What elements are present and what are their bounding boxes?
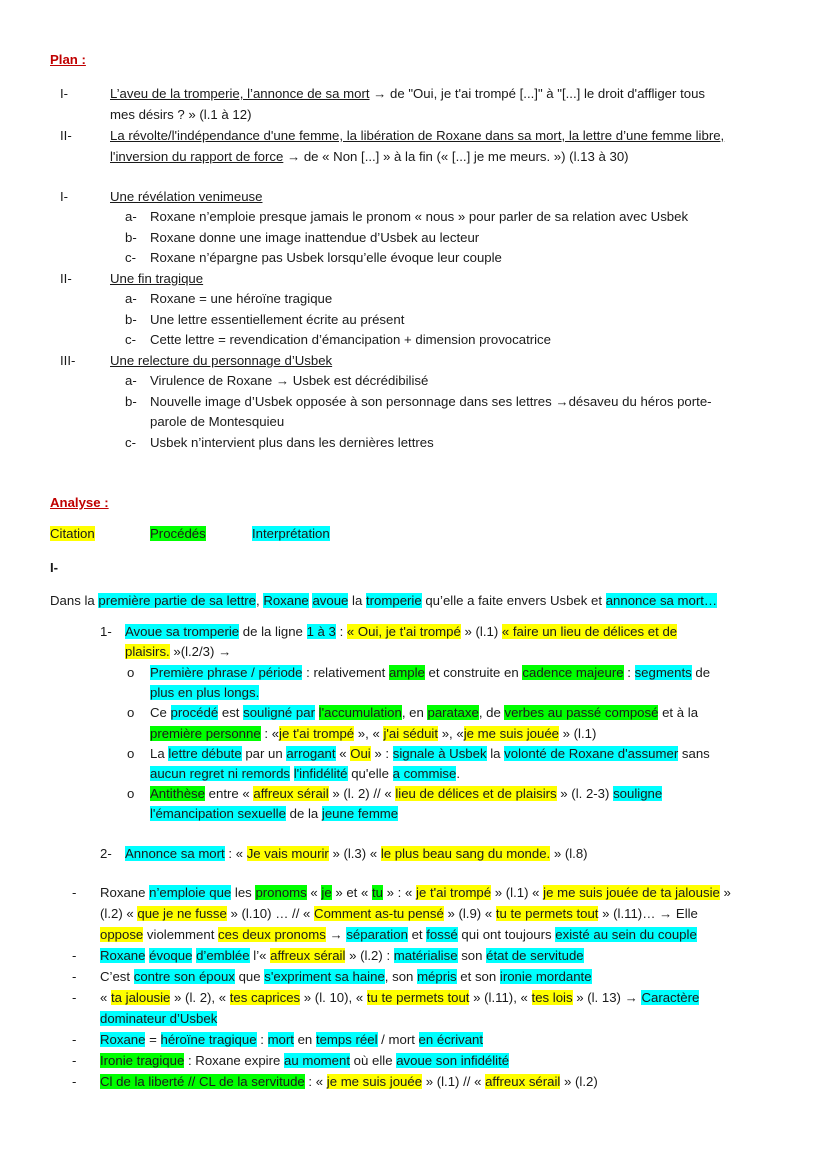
text-segment: : « xyxy=(224,846,247,861)
plan-overview-line xyxy=(110,127,724,145)
plan-item-letter: b- xyxy=(125,393,137,409)
text-segment: où elle xyxy=(350,1053,397,1068)
dash-glyph: - xyxy=(72,1053,77,1068)
text-segment: » (l.1) « xyxy=(491,885,544,900)
text-segment: → de "Oui, je t'ai trompé [...]" à "[...] le droit d'affliger tous xyxy=(369,86,705,101)
plan-overview-number: I- xyxy=(60,86,69,101)
text-segment: et construite en xyxy=(424,665,523,680)
text-segment: et son xyxy=(456,969,500,984)
text-segment: la xyxy=(348,593,366,608)
text-segment: n’emploie que xyxy=(149,885,232,900)
text-segment: de xyxy=(691,665,711,680)
text-segment: mes désirs ? » (l.1 à 12) xyxy=(110,107,252,122)
text-segment: affreux sérail xyxy=(253,786,329,802)
text-segment: en écrivant xyxy=(418,1032,484,1047)
plan-item-letter: c- xyxy=(125,434,136,450)
text-segment: , en xyxy=(401,705,428,721)
text-segment: : « xyxy=(260,725,280,741)
text-segment: je t'ai trompé xyxy=(416,885,492,900)
text-segment: d’emblée xyxy=(196,948,250,963)
text-segment: ample xyxy=(388,665,425,680)
dash-glyph: - xyxy=(72,885,77,900)
plan-item-text: Nouvelle image d’Usbek opposée à son personnage dans ses lettres →désaveu du héros porte- xyxy=(150,393,712,409)
text-segment: Avoue sa tromperie xyxy=(125,624,240,639)
text-segment: : « xyxy=(304,1074,327,1089)
text-segment: première personne xyxy=(150,725,261,741)
text-segment: ironie mordante xyxy=(499,969,592,984)
text-segment: Cl de la liberté xyxy=(100,1074,185,1089)
plan-part-title: Une relecture du personnage d’Usbek xyxy=(110,353,333,368)
plan-item-text: Roxane n’emploie presque jamais le pronom « nous » pour parler de sa relation avec Usbek xyxy=(150,209,689,224)
plan-item-text: Usbek n’intervient plus dans les dernières lettres xyxy=(150,434,434,450)
dash-line xyxy=(100,926,697,944)
analyse-title: Analyse : xyxy=(50,495,109,510)
text-segment: tes caprices xyxy=(229,990,301,1005)
text-segment: Roxane xyxy=(100,948,146,963)
text-segment: je me suis jouée xyxy=(326,1074,423,1089)
text-segment: son xyxy=(457,948,487,963)
text-segment: l'inversion du rapport de force xyxy=(110,149,284,164)
text-segment: avoue xyxy=(312,593,349,608)
legend xyxy=(50,525,95,543)
point-number: 2- xyxy=(100,846,112,861)
bullet-line xyxy=(150,785,662,803)
text-segment: » (l.3) « xyxy=(328,846,381,861)
plan-item-letter: b- xyxy=(125,311,137,327)
bullet-line xyxy=(150,765,460,783)
plan-part-title: Une révélation venimeuse xyxy=(110,189,263,204)
text-segment: » (l.1) // « xyxy=(422,1074,486,1089)
text-segment: je xyxy=(321,885,332,900)
text-segment: La xyxy=(150,745,169,761)
text-segment: mort xyxy=(267,1032,294,1047)
bullet-glyph: o xyxy=(127,786,135,802)
text-segment: l’« xyxy=(249,948,271,963)
text-segment: : Roxane expire xyxy=(184,1053,285,1068)
text-segment: » (l. 13) → xyxy=(572,990,642,1005)
plan-overview-line xyxy=(110,85,705,103)
text-segment: affreux sérail xyxy=(270,948,346,963)
text-segment: les xyxy=(231,885,256,900)
legend-citation: Citation xyxy=(50,526,95,541)
text-segment: » (l.10) … // « xyxy=(226,906,315,921)
text-segment: « xyxy=(335,745,351,761)
text-segment: CL de la servitude xyxy=(198,1074,305,1089)
text-segment: » (l.1) xyxy=(460,624,502,639)
text-segment: tes lois xyxy=(531,990,573,1005)
text-segment: « faire un lieu de délices et de xyxy=(501,624,678,639)
text-segment: contre son époux xyxy=(133,969,235,984)
text-segment: Roxane xyxy=(100,885,150,900)
text-segment: , xyxy=(255,593,264,608)
plan-overview-line xyxy=(110,148,629,166)
text-segment: l'émancipation sexuelle xyxy=(150,806,286,822)
text-segment: ces deux pronoms xyxy=(218,927,326,942)
text-segment: affreux sérail xyxy=(485,1074,561,1089)
text-segment: verbes au passé composé xyxy=(504,705,659,721)
text-segment: j'ai séduit xyxy=(383,725,439,741)
plan-item-text: Virulence de Roxane → Usbek est décrédibilisé xyxy=(150,373,429,388)
text-segment: Je vais mourir xyxy=(246,846,329,861)
text-segment: cadence majeure xyxy=(522,665,624,680)
text-segment: . xyxy=(456,766,461,781)
text-segment: « xyxy=(306,885,322,900)
text-segment: » (l.11), « xyxy=(469,990,532,1005)
dash-line xyxy=(100,968,592,986)
text-segment: lettre débute xyxy=(168,745,242,761)
text-segment: et xyxy=(407,927,427,942)
text-segment: de la ligne xyxy=(239,624,307,639)
text-segment: La révolte/l'indépendance d'une femme, la libération de Roxane dans sa mort, la lettre d’une femme libre, xyxy=(110,128,725,143)
plan-item-text: Roxane donne une image inattendue d’Usbek au lecteur xyxy=(150,229,480,245)
text-segment: » (l. 2-3) xyxy=(556,786,614,802)
text-segment: l'infidélité xyxy=(293,766,348,781)
text-segment: par un xyxy=(241,745,287,761)
text-segment: souligné par xyxy=(243,705,315,721)
bullet-glyph: o xyxy=(127,745,135,761)
text-segment: lieu de délices et de plaisirs xyxy=(395,786,557,802)
text-segment: sans xyxy=(678,745,710,761)
text-segment: volonté de Roxane d'assumer xyxy=(504,745,679,761)
dash-line xyxy=(100,1031,483,1049)
plan-item-text: parole de Montesquieu xyxy=(150,414,285,429)
text-segment: / mort xyxy=(377,1032,419,1047)
text-segment: état de servitude xyxy=(486,948,584,963)
dash-glyph: - xyxy=(72,990,77,1005)
text-segment: = xyxy=(145,1032,161,1047)
dash-line xyxy=(100,1010,217,1028)
text-segment: → xyxy=(325,927,347,942)
text-segment: » : xyxy=(370,745,393,761)
text-segment: Roxane xyxy=(263,593,309,608)
plan-part-number: III- xyxy=(60,353,76,368)
text-segment: fossé xyxy=(426,927,458,942)
text-segment: : xyxy=(623,665,635,680)
bullet-line xyxy=(150,684,259,702)
dash-glyph: - xyxy=(72,1032,77,1047)
text-segment: C’est xyxy=(100,969,134,984)
text-segment: souligne xyxy=(613,786,663,802)
bullet-line xyxy=(150,745,710,763)
text-segment: que xyxy=(234,969,265,984)
plan-item-letter: b- xyxy=(125,229,137,245)
text-segment: tu te permets tout xyxy=(366,990,470,1005)
bullet-line xyxy=(150,704,698,722)
text-segment: matérialise xyxy=(393,948,458,963)
plan-part-title: Une fin tragique xyxy=(110,271,204,286)
legend-procedes: Procédés xyxy=(150,526,206,541)
legend-procedes-wrap xyxy=(150,525,206,543)
plan-item-letter: a- xyxy=(125,209,137,224)
dash-glyph: - xyxy=(72,948,77,963)
text-segment: en xyxy=(293,1032,316,1047)
plan-part-number: I- xyxy=(60,189,69,204)
text-segment: Ironie tragique xyxy=(100,1053,185,1068)
plan-overview-number: II- xyxy=(60,128,72,143)
text-segment: » (l.9) « xyxy=(443,906,496,921)
text-segment: temps réel xyxy=(315,1032,378,1047)
text-segment: annonce sa mort… xyxy=(605,593,718,608)
dash-line xyxy=(100,884,731,902)
bullet-glyph: o xyxy=(127,705,135,721)
text-segment: première partie de sa lettre xyxy=(98,593,256,608)
text-segment: » (l. 2) // « xyxy=(328,786,396,802)
text-segment: arrogant xyxy=(286,745,336,761)
plan-item-letter: c- xyxy=(125,332,136,347)
dash-line xyxy=(100,989,699,1007)
section-heading: I- xyxy=(50,560,59,575)
text-segment: violemment xyxy=(143,927,219,942)
text-segment: a commise xyxy=(392,766,457,781)
text-segment: segments xyxy=(634,665,692,680)
text-segment: plus en plus longs. xyxy=(150,685,260,701)
text-segment: s'expriment sa haine xyxy=(264,969,385,984)
text-segment: : xyxy=(256,1032,268,1047)
text-segment: est xyxy=(218,705,244,721)
text-segment: au moment xyxy=(284,1053,350,1068)
text-segment: Première phrase / période xyxy=(150,665,303,680)
text-segment: qu'elle xyxy=(347,766,393,781)
text-segment: parataxe xyxy=(427,705,479,721)
text-segment: » (l.11)… → Elle xyxy=(598,906,698,921)
text-segment: » (l.1) xyxy=(559,725,597,741)
text-segment: mépris xyxy=(417,969,457,984)
text-segment: évoque xyxy=(149,948,193,963)
dash-glyph: - xyxy=(72,969,77,984)
text-segment: Dans la xyxy=(50,593,99,608)
text-segment: Antithèse xyxy=(150,786,205,802)
text-segment: signale à Usbek xyxy=(392,745,487,761)
text-segment: », « xyxy=(354,725,384,741)
bullet-line xyxy=(150,805,398,823)
text-segment: procédé xyxy=(170,705,219,721)
text-segment: et à la xyxy=(658,705,699,721)
text-segment: je t'ai trompé xyxy=(279,725,355,741)
text-segment: aucun regret ni remords xyxy=(150,766,291,781)
text-segment: héroïne tragique xyxy=(160,1032,257,1047)
text-segment: : xyxy=(335,624,347,639)
bullet-line xyxy=(150,725,596,743)
bullet-glyph: o xyxy=(127,665,135,680)
text-segment: « Oui, je t'ai trompé xyxy=(346,624,461,639)
intro-line xyxy=(50,592,717,610)
text-segment: » (l.2) xyxy=(560,1074,598,1089)
plan-overview-line xyxy=(110,106,251,124)
text-segment: je me suis jouée de ta jalousie xyxy=(543,885,720,900)
text-segment: tu xyxy=(372,885,384,900)
bullet-line xyxy=(150,664,710,682)
text-segment: » (l. 10), « xyxy=(300,990,367,1005)
text-segment: : relativement xyxy=(302,665,389,680)
text-segment: jeune femme xyxy=(321,806,399,822)
text-segment: , de xyxy=(478,705,505,721)
point-line xyxy=(125,845,588,863)
plan-item-letter: a- xyxy=(125,373,137,388)
text-segment: » xyxy=(719,885,731,900)
dash-line xyxy=(100,947,584,965)
text-segment: plaisirs. xyxy=(125,644,170,659)
plan-item-letter: a- xyxy=(125,291,137,306)
text-segment: existé au sein du couple xyxy=(555,927,697,942)
plan-part-number: II- xyxy=(60,271,72,286)
plan-item-text: Roxane n’épargne pas Usbek lorsqu’elle évoque leur couple xyxy=(150,250,502,265)
text-segment: 1 à 3 xyxy=(306,624,336,639)
text-segment: (l.2) « xyxy=(100,906,138,921)
text-segment: »(l.2/3) → xyxy=(169,644,232,659)
text-segment: » et « xyxy=(331,885,373,900)
text-segment: le plus beau sang du monde. xyxy=(380,846,551,861)
point-line xyxy=(125,643,231,661)
text-segment: → de « Non [...] » à la fin (« [...] je me meurs. ») (l.13 à 30) xyxy=(283,149,629,164)
plan-item-text: Une lettre essentiellement écrite au présent xyxy=(150,311,405,327)
plan-item-text: Cette lettre = revendication d’émancipation + dimension provocatrice xyxy=(150,332,551,347)
text-segment: tu te permets tout xyxy=(495,906,599,921)
text-segment: je me suis jouée xyxy=(463,725,559,741)
text-segment: », « xyxy=(438,725,464,741)
text-segment: Caractère xyxy=(641,990,700,1005)
text-segment: entre « xyxy=(205,786,254,802)
text-segment: » : « xyxy=(383,885,417,900)
text-segment: , son xyxy=(384,969,418,984)
text-segment: // xyxy=(184,1074,199,1089)
dash-line xyxy=(100,905,698,923)
text-segment: » (l.8) xyxy=(550,846,588,861)
text-segment: qui ont toujours xyxy=(457,927,556,942)
text-segment: L’aveu de la tromperie, l’annonce de sa mort xyxy=(110,86,370,101)
text-segment: ta jalousie xyxy=(111,990,171,1005)
text-segment: l'accumulation xyxy=(318,705,402,721)
point-line xyxy=(125,623,677,641)
legend-interpretation-wrap xyxy=(252,525,330,543)
text-segment: Annonce sa mort xyxy=(125,846,225,861)
text-segment: « xyxy=(100,990,111,1005)
dash-line xyxy=(100,1052,509,1070)
text-segment: séparation xyxy=(346,927,408,942)
text-segment: qu’elle a faite envers Usbek et xyxy=(421,593,606,608)
text-segment: Ce xyxy=(150,705,171,721)
dash-glyph: - xyxy=(72,1074,77,1089)
plan-title: Plan : xyxy=(50,52,86,67)
text-segment: » (l. 2), « xyxy=(170,990,230,1005)
text-segment: la xyxy=(486,745,505,761)
text-segment: que je ne fusse xyxy=(137,906,227,921)
text-segment: de la xyxy=(285,806,322,822)
text-segment: avoue son infidélité xyxy=(396,1053,510,1068)
text-segment: Comment as-tu pensé xyxy=(314,906,444,921)
text-segment: oppose xyxy=(100,927,144,942)
point-number: 1- xyxy=(100,624,112,639)
legend-interpretation: Interprétation xyxy=(252,526,330,541)
plan-item-text: Roxane = une héroïne tragique xyxy=(150,291,333,306)
text-segment: Oui xyxy=(350,745,371,761)
text-segment: dominateur d’Usbek xyxy=(100,1011,218,1026)
dash-line xyxy=(100,1073,598,1091)
plan-item-letter: c- xyxy=(125,250,136,265)
text-segment: tromperie xyxy=(365,593,422,608)
text-segment: » (l.2) : xyxy=(345,948,394,963)
text-segment: Roxane xyxy=(100,1032,146,1047)
text-segment: pronoms xyxy=(255,885,307,900)
